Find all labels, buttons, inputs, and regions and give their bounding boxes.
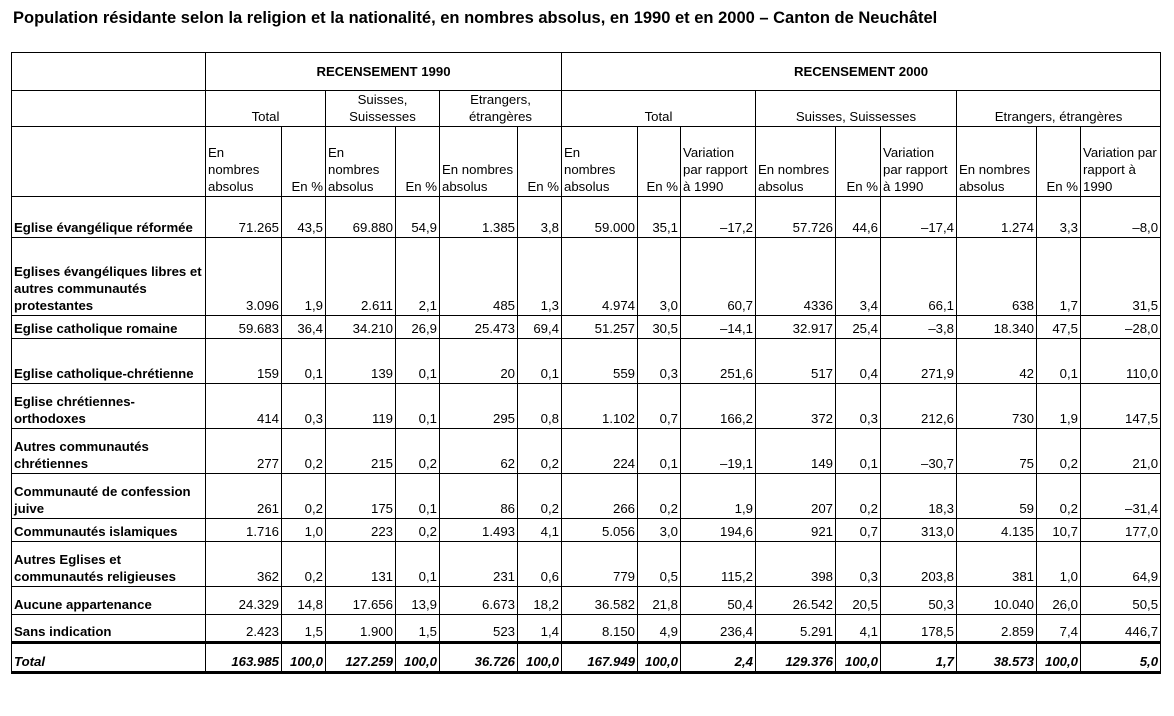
table-cell: 20,5 bbox=[836, 587, 881, 615]
table-cell: 36.726 bbox=[440, 643, 518, 673]
table-cell: 381 bbox=[957, 542, 1037, 587]
table-cell: –8,0 bbox=[1081, 197, 1161, 238]
row-label: Sans indication bbox=[12, 615, 206, 643]
table-cell: 398 bbox=[756, 542, 836, 587]
row-label: Communauté de confession juive bbox=[12, 474, 206, 519]
table-cell: 1.493 bbox=[440, 519, 518, 542]
table-cell: 251,6 bbox=[681, 339, 756, 384]
table-cell: 212,6 bbox=[881, 384, 957, 429]
table-cell: 64,9 bbox=[1081, 542, 1161, 587]
table-cell: 1,3 bbox=[518, 238, 562, 316]
table-cell: 5,0 bbox=[1081, 643, 1161, 673]
table-cell: 25,4 bbox=[836, 316, 881, 339]
table-cell: 35,1 bbox=[638, 197, 681, 238]
table-cell: 4,1 bbox=[518, 519, 562, 542]
table-cell: 131 bbox=[326, 542, 396, 587]
table-cell: 30,5 bbox=[638, 316, 681, 339]
table-cell: 66,1 bbox=[881, 238, 957, 316]
table-cell: 4.135 bbox=[957, 519, 1037, 542]
table-cell: 44,6 bbox=[836, 197, 881, 238]
table-cell: –31,4 bbox=[1081, 474, 1161, 519]
sub-header-abs: En nombres absolus bbox=[206, 127, 282, 197]
table-cell: 2,4 bbox=[681, 643, 756, 673]
table-cell: 0,3 bbox=[836, 384, 881, 429]
table-cell: 0,1 bbox=[396, 474, 440, 519]
table-cell: 517 bbox=[756, 339, 836, 384]
table-cell: 59.683 bbox=[206, 316, 282, 339]
table-cell: –17,2 bbox=[681, 197, 756, 238]
table-cell: 779 bbox=[562, 542, 638, 587]
group-header-corner bbox=[12, 91, 206, 127]
table-cell: 1,7 bbox=[1037, 238, 1081, 316]
table-cell: 0,2 bbox=[396, 519, 440, 542]
table-cell: 75 bbox=[957, 429, 1037, 474]
table-cell: 119 bbox=[326, 384, 396, 429]
table-cell: 271,9 bbox=[881, 339, 957, 384]
sub-header-pct: En % bbox=[396, 127, 440, 197]
row-label: Autres communautés chrétiennes bbox=[12, 429, 206, 474]
table-cell: 110,0 bbox=[1081, 339, 1161, 384]
table-cell: 0,7 bbox=[836, 519, 881, 542]
table-cell: 223 bbox=[326, 519, 396, 542]
table-cell: 42 bbox=[957, 339, 1037, 384]
table-cell: 3,3 bbox=[1037, 197, 1081, 238]
group-1990-foreign: Etrangers, étrangères bbox=[440, 91, 562, 127]
table-cell: –17,4 bbox=[881, 197, 957, 238]
table-cell: 2.611 bbox=[326, 238, 396, 316]
table-cell: 50,3 bbox=[881, 587, 957, 615]
table-cell: 207 bbox=[756, 474, 836, 519]
table-cell: 2,1 bbox=[396, 238, 440, 316]
sub-header-pct: En % bbox=[1037, 127, 1081, 197]
table-cell: 4336 bbox=[756, 238, 836, 316]
table-cell: 5.291 bbox=[756, 615, 836, 643]
row-label: Autres Eglises et communautés religieuses bbox=[12, 542, 206, 587]
table-cell: 372 bbox=[756, 384, 836, 429]
table-cell: 166,2 bbox=[681, 384, 756, 429]
table-cell: 1,0 bbox=[282, 519, 326, 542]
table-cell: 178,5 bbox=[881, 615, 957, 643]
group-2000-swiss: Suisses, Suissesses bbox=[756, 91, 957, 127]
table-cell: 13,9 bbox=[396, 587, 440, 615]
table-cell: 446,7 bbox=[1081, 615, 1161, 643]
table-cell: 0,2 bbox=[836, 474, 881, 519]
table-cell: 10,7 bbox=[1037, 519, 1081, 542]
table-cell: 6.673 bbox=[440, 587, 518, 615]
row-label: Eglise chrétiennes-orthodoxes bbox=[12, 384, 206, 429]
table-cell: 0,2 bbox=[282, 474, 326, 519]
table-cell: 638 bbox=[957, 238, 1037, 316]
table-cell: 295 bbox=[440, 384, 518, 429]
table-cell: 8.150 bbox=[562, 615, 638, 643]
census-1990-header: RECENSEMENT 1990 bbox=[206, 53, 562, 91]
table-cell: 0,2 bbox=[396, 429, 440, 474]
table-cell: 17.656 bbox=[326, 587, 396, 615]
table-cell: 32.917 bbox=[756, 316, 836, 339]
table-cell: 362 bbox=[206, 542, 282, 587]
sub-header-pct: En % bbox=[282, 127, 326, 197]
table-cell: 3,0 bbox=[638, 238, 681, 316]
table-cell: 34.210 bbox=[326, 316, 396, 339]
row-label: Eglise catholique romaine bbox=[12, 316, 206, 339]
table-cell: 5.056 bbox=[562, 519, 638, 542]
table-cell: 2.423 bbox=[206, 615, 282, 643]
table-cell: 231 bbox=[440, 542, 518, 587]
table-cell: 100,0 bbox=[282, 643, 326, 673]
table-cell: 0,8 bbox=[518, 384, 562, 429]
table-cell: 1,0 bbox=[1037, 542, 1081, 587]
table-cell: 36,4 bbox=[282, 316, 326, 339]
table-cell: 1,9 bbox=[282, 238, 326, 316]
table-cell: 559 bbox=[562, 339, 638, 384]
table-cell: –19,1 bbox=[681, 429, 756, 474]
table-cell: 147,5 bbox=[1081, 384, 1161, 429]
table-cell: 21,0 bbox=[1081, 429, 1161, 474]
table-cell: 0,1 bbox=[836, 429, 881, 474]
table-cell: –28,0 bbox=[1081, 316, 1161, 339]
sub-header-var: Variation par rapport à 1990 bbox=[681, 127, 756, 197]
sub-header-abs: En nombres absolus bbox=[562, 127, 638, 197]
table-cell: 50,4 bbox=[681, 587, 756, 615]
table-cell: 59 bbox=[957, 474, 1037, 519]
row-label: Eglise catholique-chrétienne bbox=[12, 339, 206, 384]
table-row bbox=[12, 615, 1161, 643]
table-cell: 62 bbox=[440, 429, 518, 474]
table-cell: 86 bbox=[440, 474, 518, 519]
table-cell: 69.880 bbox=[326, 197, 396, 238]
row-label: Eglise évangélique réformée bbox=[12, 197, 206, 238]
table-cell: 26.542 bbox=[756, 587, 836, 615]
table-cell: 18.340 bbox=[957, 316, 1037, 339]
table-cell: 730 bbox=[957, 384, 1037, 429]
table-cell: 0,7 bbox=[638, 384, 681, 429]
table-cell: 159 bbox=[206, 339, 282, 384]
table-cell: 31,5 bbox=[1081, 238, 1161, 316]
table-cell: 26,9 bbox=[396, 316, 440, 339]
table-cell: 0,1 bbox=[282, 339, 326, 384]
table-cell: 7,4 bbox=[1037, 615, 1081, 643]
table-cell: 0,2 bbox=[1037, 474, 1081, 519]
table-row bbox=[12, 384, 1161, 429]
sub-header-abs: En nombres absolus bbox=[440, 127, 518, 197]
group-1990-swiss: Suisses, Suissesses bbox=[326, 91, 440, 127]
table-cell: –14,1 bbox=[681, 316, 756, 339]
table-cell: 523 bbox=[440, 615, 518, 643]
group-1990-total: Total bbox=[206, 91, 326, 127]
page-title: Population résidante selon la religion et la nationalité, en nombres absolus, en 1990 et en 2000 – Canton de Neuchâtel bbox=[13, 9, 938, 27]
table-row bbox=[12, 316, 1161, 339]
table-cell: 4.974 bbox=[562, 238, 638, 316]
table-cell: 100,0 bbox=[638, 643, 681, 673]
row-label: Eglises évangéliques libres et autres communautés protestantes bbox=[12, 238, 206, 316]
group-2000-total: Total bbox=[562, 91, 756, 127]
population-table bbox=[11, 52, 1161, 674]
sub-header-var: Variation par rapport à 1990 bbox=[881, 127, 957, 197]
table-cell: 1.900 bbox=[326, 615, 396, 643]
table-cell: 485 bbox=[440, 238, 518, 316]
table-cell: 50,5 bbox=[1081, 587, 1161, 615]
table-cell: 21,8 bbox=[638, 587, 681, 615]
table-cell: –3,8 bbox=[881, 316, 957, 339]
table-cell: 167.949 bbox=[562, 643, 638, 673]
table-cell: 24.329 bbox=[206, 587, 282, 615]
table-cell: 163.985 bbox=[206, 643, 282, 673]
table-cell: 0,2 bbox=[282, 542, 326, 587]
table-cell: 1,5 bbox=[282, 615, 326, 643]
table-cell: 3.096 bbox=[206, 238, 282, 316]
table-cell: 3,8 bbox=[518, 197, 562, 238]
table-cell: 1,5 bbox=[396, 615, 440, 643]
table-cell: 0,2 bbox=[282, 429, 326, 474]
table-cell: 69,4 bbox=[518, 316, 562, 339]
table-row bbox=[12, 238, 1161, 316]
total-row bbox=[12, 643, 1161, 673]
table-cell: 224 bbox=[562, 429, 638, 474]
table-cell: 100,0 bbox=[836, 643, 881, 673]
row-label: Communautés islamiques bbox=[12, 519, 206, 542]
table-cell: 0,2 bbox=[518, 429, 562, 474]
table-cell: 1.274 bbox=[957, 197, 1037, 238]
table-cell: 203,8 bbox=[881, 542, 957, 587]
table-cell: 215 bbox=[326, 429, 396, 474]
table-cell: 194,6 bbox=[681, 519, 756, 542]
table-cell: 0,2 bbox=[518, 474, 562, 519]
table-cell: 0,1 bbox=[396, 542, 440, 587]
table-cell: 0,1 bbox=[518, 339, 562, 384]
table-cell: 139 bbox=[326, 339, 396, 384]
table-cell: 0,1 bbox=[396, 339, 440, 384]
table-cell: 0,3 bbox=[282, 384, 326, 429]
table-row bbox=[12, 542, 1161, 587]
table-cell: 0,2 bbox=[1037, 429, 1081, 474]
table-cell: 59.000 bbox=[562, 197, 638, 238]
table-cell: 18,2 bbox=[518, 587, 562, 615]
table-cell: 277 bbox=[206, 429, 282, 474]
table-cell: 47,5 bbox=[1037, 316, 1081, 339]
table-cell: 0,6 bbox=[518, 542, 562, 587]
table-cell: 36.582 bbox=[562, 587, 638, 615]
table-cell: 1,7 bbox=[881, 643, 957, 673]
table-cell: 71.265 bbox=[206, 197, 282, 238]
table-cell: 18,3 bbox=[881, 474, 957, 519]
table-cell: 4,9 bbox=[638, 615, 681, 643]
table-cell: 129.376 bbox=[756, 643, 836, 673]
table-cell: 149 bbox=[756, 429, 836, 474]
table-cell: 175 bbox=[326, 474, 396, 519]
table-cell: 3,0 bbox=[638, 519, 681, 542]
table-cell: 43,5 bbox=[282, 197, 326, 238]
sub-header-abs: En nombres absolus bbox=[756, 127, 836, 197]
table-cell: 0,5 bbox=[638, 542, 681, 587]
table-row bbox=[12, 587, 1161, 615]
table-cell: 0,1 bbox=[1037, 339, 1081, 384]
table-cell: 57.726 bbox=[756, 197, 836, 238]
sub-header-abs: En nombres absolus bbox=[957, 127, 1037, 197]
sub-header-pct: En % bbox=[836, 127, 881, 197]
table-cell: 3,4 bbox=[836, 238, 881, 316]
header-corner bbox=[12, 53, 206, 91]
table-cell: 1,9 bbox=[1037, 384, 1081, 429]
table-cell: 115,2 bbox=[681, 542, 756, 587]
table-cell: 14,8 bbox=[282, 587, 326, 615]
sub-header-pct: En % bbox=[638, 127, 681, 197]
table-cell: 0,3 bbox=[836, 542, 881, 587]
table-cell: –30,7 bbox=[881, 429, 957, 474]
table-cell: 1,4 bbox=[518, 615, 562, 643]
table-cell: 4,1 bbox=[836, 615, 881, 643]
table-cell: 1.716 bbox=[206, 519, 282, 542]
table-cell: 414 bbox=[206, 384, 282, 429]
table-row bbox=[12, 474, 1161, 519]
table-row bbox=[12, 197, 1161, 238]
table-cell: 177,0 bbox=[1081, 519, 1161, 542]
table-cell: 2.859 bbox=[957, 615, 1037, 643]
table-cell: 127.259 bbox=[326, 643, 396, 673]
sub-header-var: Variation par rapport à 1990 bbox=[1081, 127, 1161, 197]
table-cell: 313,0 bbox=[881, 519, 957, 542]
row-label: Aucune appartenance bbox=[12, 587, 206, 615]
table-row bbox=[12, 429, 1161, 474]
sub-header-abs: En nombres absolus bbox=[326, 127, 396, 197]
table-cell: 20 bbox=[440, 339, 518, 384]
table-cell: 100,0 bbox=[396, 643, 440, 673]
table-cell: 100,0 bbox=[518, 643, 562, 673]
table-cell: 10.040 bbox=[957, 587, 1037, 615]
table-cell: 100,0 bbox=[1037, 643, 1081, 673]
table-cell: 236,4 bbox=[681, 615, 756, 643]
table-cell: 51.257 bbox=[562, 316, 638, 339]
table-cell: 0,1 bbox=[396, 384, 440, 429]
table-cell: 38.573 bbox=[957, 643, 1037, 673]
sub-header-pct: En % bbox=[518, 127, 562, 197]
group-2000-foreign: Etrangers, étrangères bbox=[957, 91, 1161, 127]
table-cell: 54,9 bbox=[396, 197, 440, 238]
sub-header-corner bbox=[12, 127, 206, 197]
table-cell: 0,1 bbox=[638, 429, 681, 474]
table-cell: 0,2 bbox=[638, 474, 681, 519]
table-cell: 0,3 bbox=[638, 339, 681, 384]
table-cell: 26,0 bbox=[1037, 587, 1081, 615]
table-cell: 25.473 bbox=[440, 316, 518, 339]
table-row bbox=[12, 519, 1161, 542]
total-label: Total bbox=[12, 643, 206, 673]
table-row bbox=[12, 339, 1161, 384]
table-cell: 60,7 bbox=[681, 238, 756, 316]
table-cell: 1.385 bbox=[440, 197, 518, 238]
table-cell: 261 bbox=[206, 474, 282, 519]
table-cell: 1,9 bbox=[681, 474, 756, 519]
table-cell: 0,4 bbox=[836, 339, 881, 384]
table-cell: 266 bbox=[562, 474, 638, 519]
census-2000-header: RECENSEMENT 2000 bbox=[562, 53, 1161, 91]
table-cell: 921 bbox=[756, 519, 836, 542]
table-cell: 1.102 bbox=[562, 384, 638, 429]
